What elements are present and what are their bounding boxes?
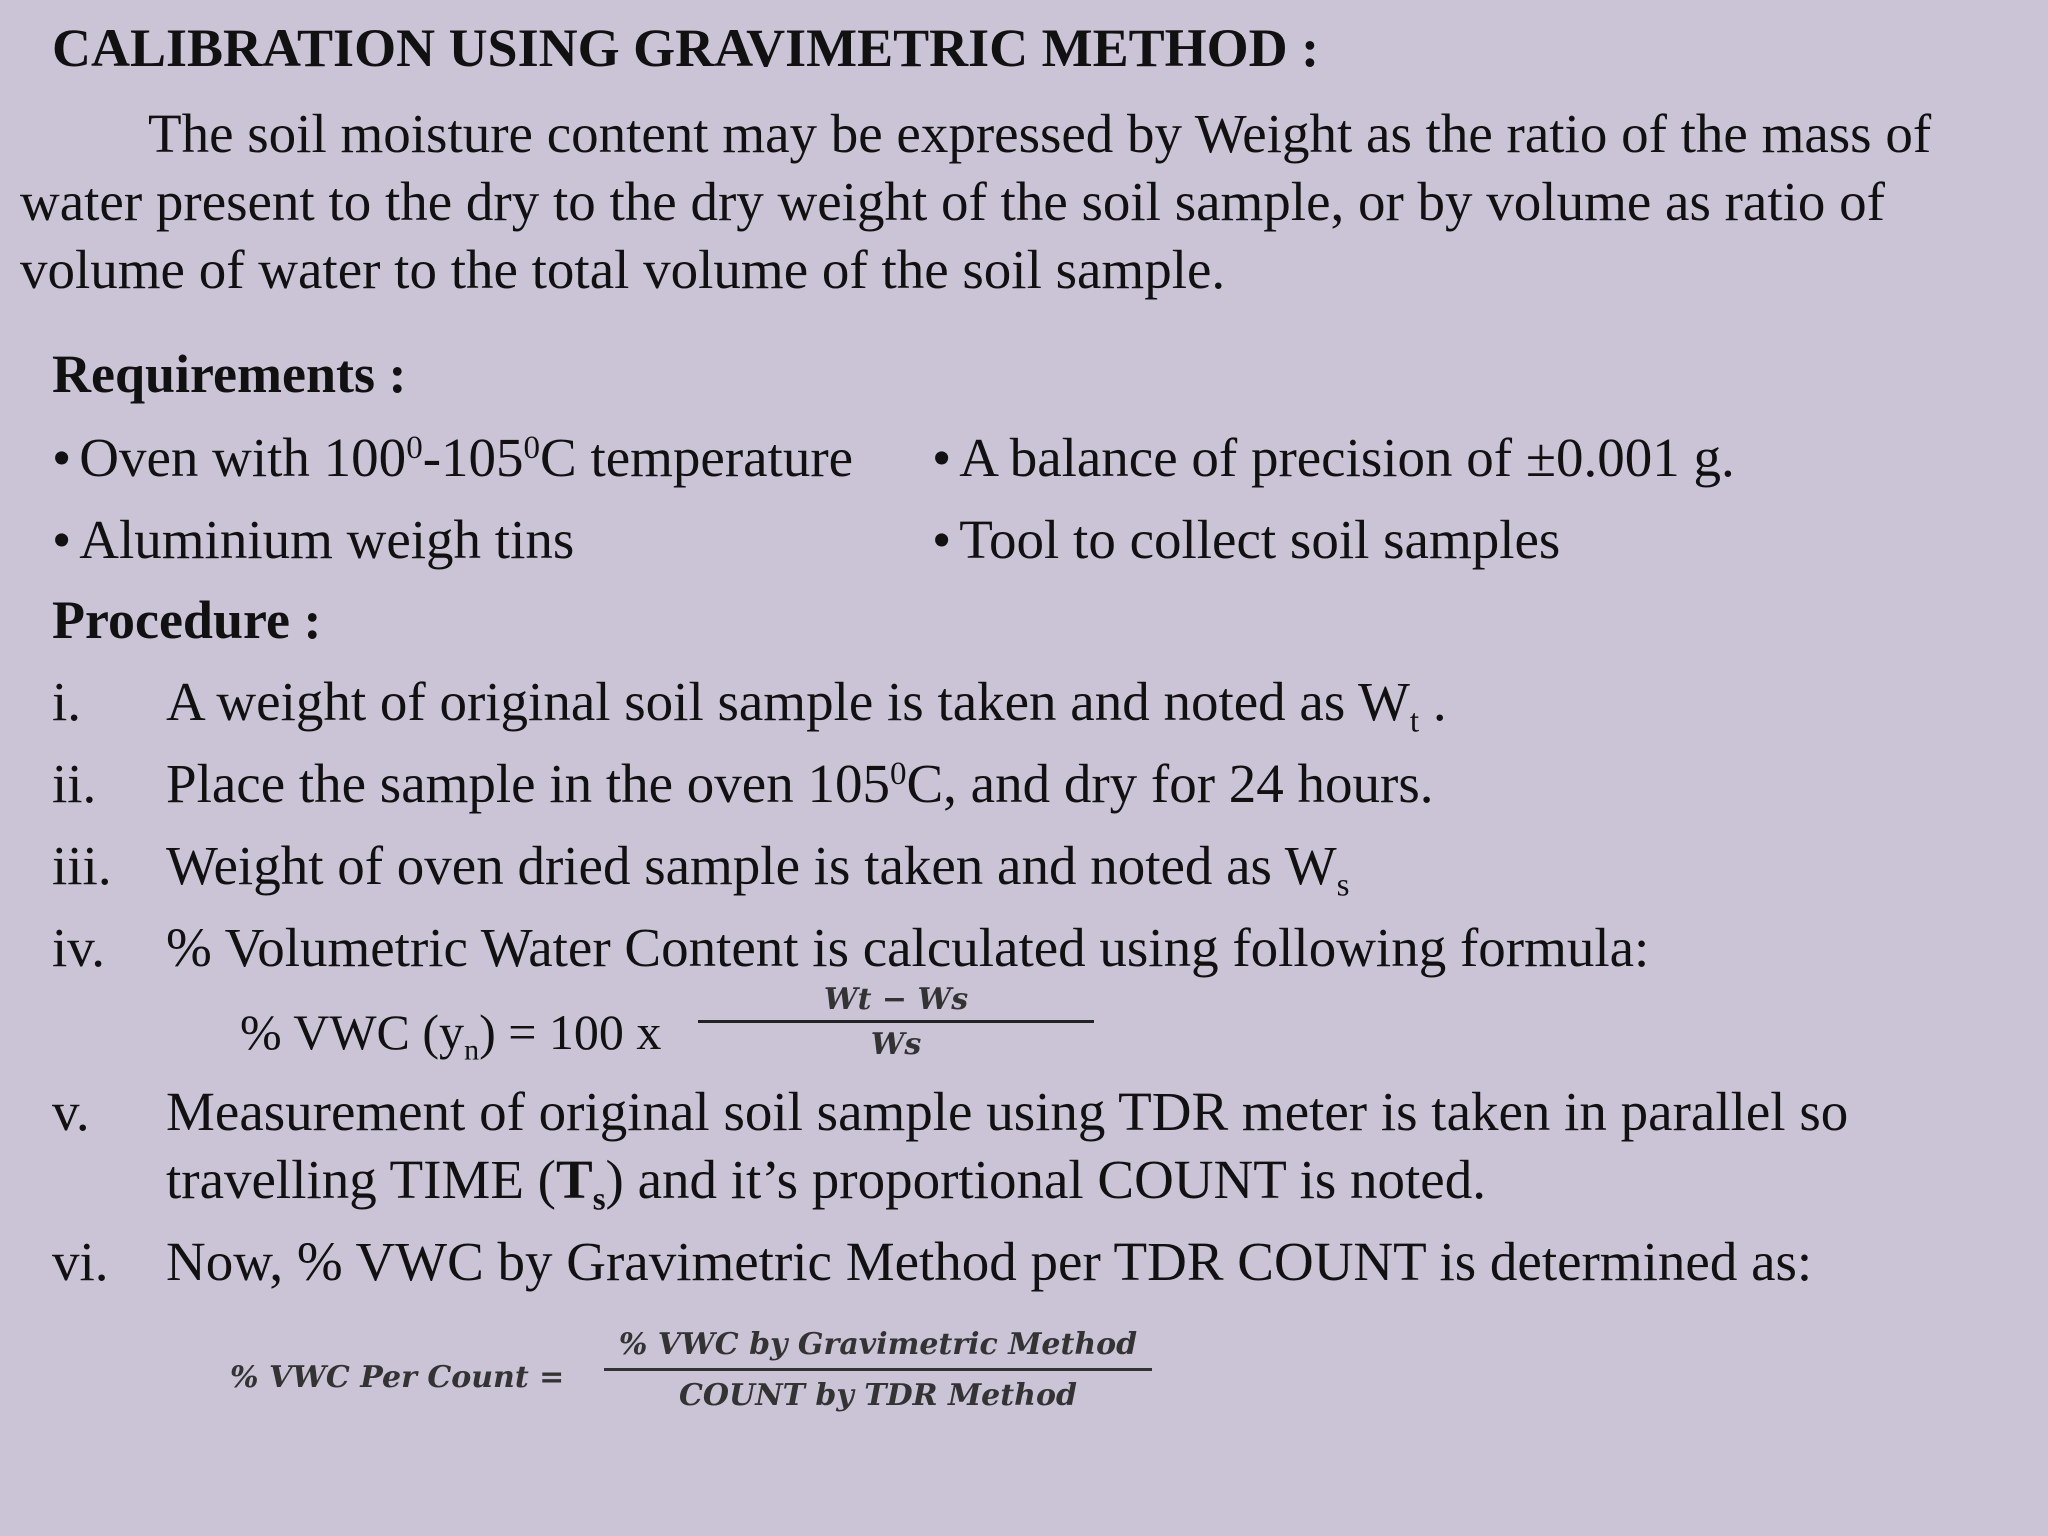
- bullet-icon: •: [52, 509, 72, 570]
- vwc-per-count-lhs: % VWC Per Count =: [230, 1360, 565, 1395]
- vwc-formula-numerator: Wt − Ws: [698, 980, 1094, 1023]
- vwc-per-count-denominator: COUNT by TDR Method: [679, 1378, 1077, 1413]
- intro-line-2: water present to the dry to the dry weight of the soil sample, or by volume as ratio of: [20, 171, 1885, 232]
- requirements-heading: Requirements :: [52, 344, 407, 404]
- procedure-step-1: i. A weight of original soil sample is taken and noted as $W_t$ .: [52, 671, 1447, 740]
- procedure-heading: Procedure :: [52, 590, 322, 650]
- procedure-step-6: vi. Now, % VWC by Gravimetric Method per TDR COUNT is determined as:: [52, 1231, 1813, 1292]
- intro-line-3: volume of water to the total volume of the soil sample.: [20, 239, 1226, 300]
- requirement-oven: • Oven with $100^0-105^0C$ temperature: [52, 424, 853, 492]
- bullet-icon: •: [52, 427, 72, 488]
- procedure-step-4: iv. % Volumetric Water Content is calculated using following formula:: [52, 917, 1650, 978]
- bullet-icon: •: [932, 427, 952, 488]
- bullet-icon: •: [932, 509, 952, 570]
- vwc-formula-fraction: [698, 980, 1094, 1067]
- procedure-step-3: iii. Weight of oven dried sample is taken and noted as $W_s$: [52, 835, 1350, 904]
- vwc-per-count-numerator: % VWC by Gravimetric Method: [604, 1322, 1152, 1371]
- requirement-tool: • Tool to collect soil samples: [932, 506, 1560, 574]
- vwc-formula-denominator: Ws: [870, 1027, 922, 1062]
- requirement-balance: • A balance of precision of ±0.001 g.: [932, 424, 1735, 492]
- intro-line-1: The soil moisture content may be expressed by Weight as the ratio of the mass of: [148, 103, 1932, 164]
- requirement-tins: • Aluminium weigh tins: [52, 506, 574, 574]
- vwc-per-count-fraction: [604, 1322, 1152, 1421]
- procedure-step-2: ii. Place the sample in the oven $105^0C$, and dry for 24 hours.: [52, 753, 1434, 814]
- intro-paragraph: [20, 100, 2020, 304]
- slide-title: CALIBRATION USING GRAVIMETRIC METHOD :: [52, 18, 1320, 78]
- vwc-formula-lhs: % VWC $(y_n) = 100$ x: [240, 1004, 662, 1067]
- procedure-step-5-line-2: travelling TIME $(T_s)$ and it’s proportional COUNT is noted.: [166, 1149, 1486, 1218]
- procedure-step-5: v. Measurement of original soil sample using TDR meter is taken in parallel so: [52, 1081, 1849, 1142]
